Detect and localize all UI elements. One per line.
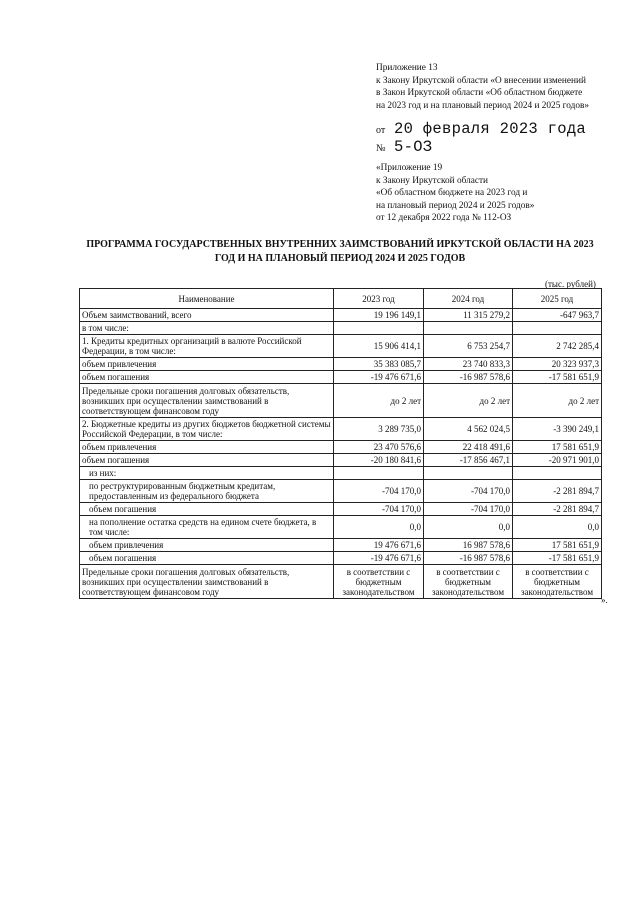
appendix-header [376, 62, 589, 112]
units-note: (тыс. рублей) [545, 279, 596, 289]
table-row [80, 335, 602, 358]
table-row [80, 503, 602, 516]
value-2024: -16 987 578,6 [424, 371, 513, 384]
row-name: по реструктурированным бюджетным кредитам, предоставленным из федерального бюджета [80, 480, 334, 503]
row-name: объем привлечения [80, 441, 334, 454]
closing-quote-mark: ». [601, 595, 608, 605]
value-2025: до 2 лет [513, 384, 602, 418]
table-row [80, 480, 602, 503]
title-line-2: ГОД И НА ПЛАНОВЫЙ ПЕРИОД 2024 И 2025 ГОДОВ [214, 253, 466, 264]
value-2025: -2 281 894,7 [513, 503, 602, 516]
value-2023: 19 476 671,6 [334, 539, 424, 552]
value-2025: -647 963,7 [513, 309, 602, 322]
value-2023: 35 383 085,7 [334, 358, 424, 371]
value-2025: -3 390 249,1 [513, 418, 602, 441]
quote-line: от 12 декабря 2022 года № 112-ОЗ [376, 213, 512, 223]
value-2023: -19 476 671,6 [334, 371, 424, 384]
value-2024: 4 562 024,5 [424, 418, 513, 441]
header-name: Наименование [80, 289, 334, 309]
value-2024: -16 987 578,6 [424, 552, 513, 565]
table-row [80, 467, 602, 480]
value-2025: 17 581 651,9 [513, 539, 602, 552]
value-2024: 11 315 279,2 [424, 309, 513, 322]
value-2025: 17 581 651,9 [513, 441, 602, 454]
quote-line: «Приложение 19 [376, 163, 443, 173]
title-line-1: ПРОГРАММА ГОСУДАРСТВЕННЫХ ВНУТРЕННИХ ЗАИМСТВОВАНИЙ ИРКУТСКОЙ ОБЛАСТИ НА 2023 [86, 239, 594, 250]
row-name: 2. Бюджетные кредиты из других бюджетов бюджетной системы Российской Федерации, в том числе: [80, 418, 334, 441]
number-label: № [376, 143, 386, 154]
appendix-line: Приложение 13 [376, 63, 438, 73]
from-label: от [376, 125, 386, 136]
quote-line: к Закону Иркутской области [376, 175, 489, 186]
value-2023: до 2 лет [334, 384, 424, 418]
value-2025 [513, 467, 602, 480]
value-2024: -704 170,0 [424, 480, 513, 503]
table-row [80, 516, 602, 539]
quote-line: «Об областном бюджете на 2023 год и [376, 188, 528, 198]
row-name: объем погашения [80, 552, 334, 565]
value-2023: -704 170,0 [334, 480, 424, 503]
table-row [80, 565, 602, 599]
table-row [80, 371, 602, 384]
law-number: 5-ОЗ [394, 138, 433, 156]
value-2023 [334, 467, 424, 480]
value-2023: 23 470 576,6 [334, 441, 424, 454]
quote-line: на плановый период 2024 и 2025 годов» [376, 200, 535, 211]
value-2023: 3 289 735,0 [334, 418, 424, 441]
table-row [80, 552, 602, 565]
appendix-line: в Закон Иркутской области «Об областном бюджете [376, 88, 583, 98]
row-name: объем погашения [80, 454, 334, 467]
row-name: Предельные сроки погашения долговых обязательств, возникших при осуществлении заимствований в соответствующем финансовом году [80, 565, 334, 599]
value-2024: до 2 лет [424, 384, 513, 418]
table-row [80, 418, 602, 441]
table-row [80, 309, 602, 322]
table-row [80, 322, 602, 335]
row-name: 1. Кредиты кредитных организаций в валюте Российской Федерации, в том числе: [80, 335, 334, 358]
row-name: объем погашения [80, 503, 334, 516]
value-2023: 19 196 149,1 [334, 309, 424, 322]
value-2025: -17 581 651,9 [513, 371, 602, 384]
value-2024: 23 740 833,3 [424, 358, 513, 371]
value-2023: в соответствии с бюджетным законодательством [334, 565, 424, 599]
value-2024: -704 170,0 [424, 503, 513, 516]
value-2025: 20 323 937,3 [513, 358, 602, 371]
row-name: из них: [80, 467, 334, 480]
value-2024 [424, 322, 513, 335]
table-row [80, 384, 602, 418]
table-header-row [80, 289, 602, 309]
value-2024 [424, 467, 513, 480]
value-2023: 15 906 414,1 [334, 335, 424, 358]
borrowing-program-table [79, 288, 602, 599]
quoted-appendix-block [376, 162, 534, 225]
value-2024: 16 987 578,6 [424, 539, 513, 552]
value-2023: -704 170,0 [334, 503, 424, 516]
law-date-stamp [376, 120, 586, 156]
row-name: в том числе: [80, 322, 334, 335]
document-title [70, 238, 610, 266]
row-name: объем привлечения [80, 358, 334, 371]
value-2025: 0,0 [513, 516, 602, 539]
row-name: объем погашения [80, 371, 334, 384]
value-2025 [513, 322, 602, 335]
value-2025: 2 742 285,4 [513, 335, 602, 358]
value-2025: -2 281 894,7 [513, 480, 602, 503]
value-2025: в соответствии с бюджетным законодательством [513, 565, 602, 599]
value-2024: -17 856 467,1 [424, 454, 513, 467]
header-2024: 2024 год [424, 289, 513, 309]
table-row [80, 441, 602, 454]
table-row [80, 358, 602, 371]
value-2023: -20 180 841,6 [334, 454, 424, 467]
row-name: Предельные сроки погашения долговых обязательств, возникших при осуществлении заимствований в соответствующем финансовом году [80, 384, 334, 418]
value-2025: -17 581 651,9 [513, 552, 602, 565]
value-2024: 6 753 254,7 [424, 335, 513, 358]
row-name: на пополнение остатка средств на едином счете бюджета, в том числе: [80, 516, 334, 539]
table-row [80, 454, 602, 467]
value-2024: в соответствии с бюджетным законодательством [424, 565, 513, 599]
law-date: 20 февраля 2023 года [394, 120, 587, 138]
header-2025: 2025 год [513, 289, 602, 309]
header-2023: 2023 год [334, 289, 424, 309]
appendix-line: к Закону Иркутской области «О внесении изменений [376, 75, 586, 86]
value-2023: -19 476 671,6 [334, 552, 424, 565]
table-row [80, 539, 602, 552]
value-2023: 0,0 [334, 516, 424, 539]
row-name: Объем заимствований, всего [80, 309, 334, 322]
value-2024: 0,0 [424, 516, 513, 539]
value-2024: 22 418 491,6 [424, 441, 513, 454]
row-name: объем привлечения [80, 539, 334, 552]
value-2025: -20 971 901,0 [513, 454, 602, 467]
appendix-line: на 2023 год и на плановый период 2024 и 2025 годов» [376, 100, 590, 111]
value-2023 [334, 322, 424, 335]
